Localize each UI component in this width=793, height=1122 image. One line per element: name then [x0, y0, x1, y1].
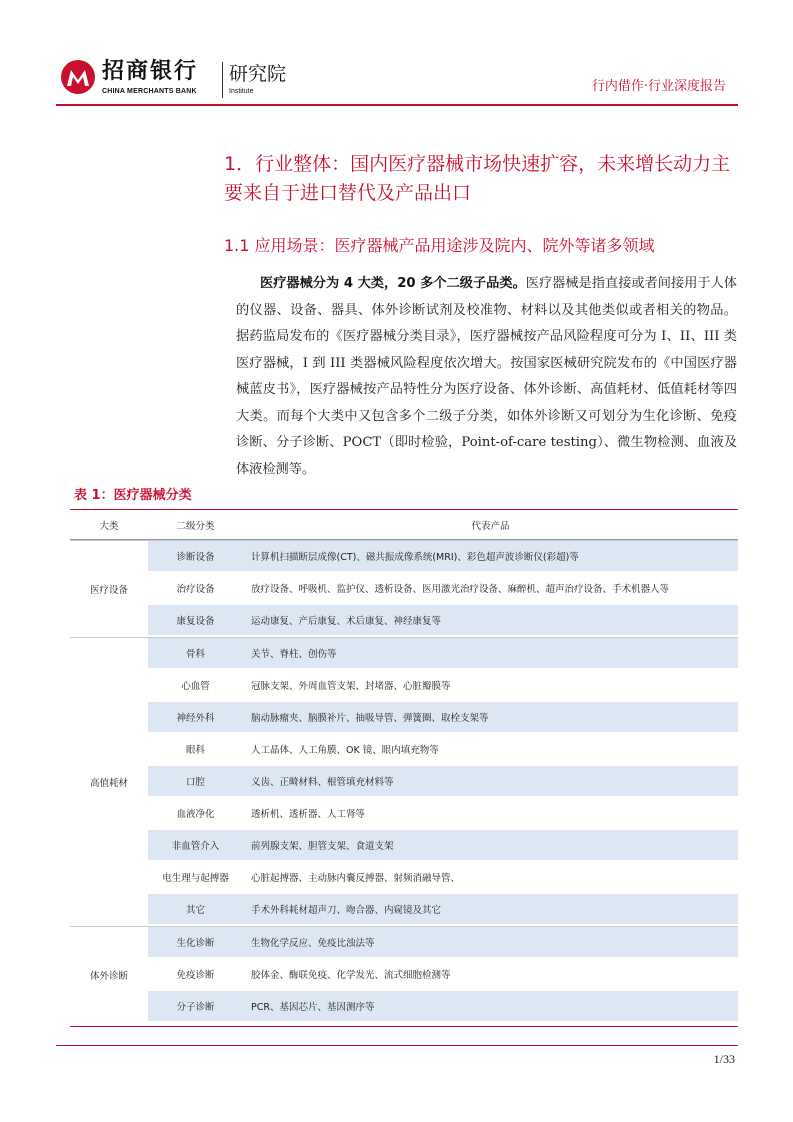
table-row — [148, 541, 738, 573]
table-group — [70, 926, 738, 1023]
products-cell: 手术外科耗材超声刀、吻合器、内窥镜及其它 — [251, 905, 442, 916]
table-body — [70, 540, 738, 1023]
table-row — [148, 798, 738, 830]
table-row — [148, 605, 738, 637]
subcategory-cell: 电生理与起搏器 — [162, 873, 229, 884]
subcategory-cell: 其它 — [185, 905, 205, 916]
products-cell: PCR、基因芯片、基因测序等 — [251, 1002, 375, 1013]
products-cell: 关节、脊柱、创伤等 — [251, 649, 337, 660]
table-group — [70, 540, 738, 637]
subcategory-cell: 骨科 — [185, 649, 205, 660]
table-row — [148, 573, 738, 605]
category-cell: 医疗设备 — [89, 585, 128, 596]
subcategory-cell: 神经外科 — [176, 713, 215, 724]
lead-sentence: 医疗器械分为 4 大类，20 多个二级子品类。 — [260, 276, 526, 291]
table-row — [148, 862, 738, 894]
page-number: 1/33 — [713, 1052, 735, 1066]
subcategory-cell: 心血管 — [181, 681, 210, 692]
logo-divider — [222, 62, 223, 98]
cmb-logo-icon — [60, 59, 96, 95]
classification-table — [70, 511, 738, 1023]
subcategory-cell: 眼科 — [185, 745, 205, 756]
table-row — [148, 766, 738, 798]
products-cell: 心脏起搏器、主动脉内囊反搏器、射频消融导管、 — [251, 873, 461, 884]
institute-name-en: Institute — [229, 88, 254, 95]
table-row — [148, 991, 738, 1023]
products-cell: 运动康复、产后康复、术后康复、神经康复等 — [251, 616, 442, 627]
subcategory-cell: 分子诊断 — [176, 1002, 215, 1013]
table-group — [70, 637, 738, 926]
header-category: 大类 — [99, 521, 119, 532]
subcategory-cell: 生化诊断 — [176, 938, 215, 949]
products-cell: 生物化学反应、免疫比浊法等 — [251, 938, 375, 949]
products-cell: 胶体金、酶联免疫、化学发光、流式细胞检测等 — [251, 970, 451, 981]
subsection-heading: 1.1 应用场景：医疗器械产品用途涉及院内、院外等诸多领域 — [224, 236, 655, 255]
category-cell: 高值耗材 — [89, 778, 128, 789]
body-paragraph — [236, 271, 737, 483]
subcategory-cell: 血液净化 — [176, 809, 215, 820]
table-row — [148, 830, 738, 862]
table-row — [148, 702, 738, 734]
table-row — [148, 959, 738, 991]
paragraph-text: 医疗器械是指直接或者间接用于人体的仪器、设备、器具、体外诊断试剂及校准物、材料以及其他类似或者相关的物品。据药监局发布的《医疗器械分类目录》，医疗器械按产品风险程度可分为 I、II、III 类医疗器械，I 到 III 类器械风险程度依次增大。按国家医械研究院发布的《中国医疗器械蓝皮书》，医疗器械按产品特性分为医疗设备、体外诊断、高值耗材、低值耗材等四大类。而每个大类中又包含多个二级子分类，如体外诊断又可划分为生化诊断、免疫诊断、分子诊断、POCT（即时检验，Point-of-care testing）、微生物检测、血液及体液检测等。 — [236, 276, 737, 477]
header-products: 代表产品 — [471, 521, 510, 532]
subcategory-cell: 诊断设备 — [176, 552, 215, 563]
table-header — [70, 511, 738, 540]
table-row — [148, 638, 738, 670]
subcategory-cell: 治疗设备 — [176, 584, 215, 595]
table-top-rule — [70, 509, 738, 510]
products-cell: 放疗设备、呼吸机、监护仪、透析设备、医用激光治疗设备、麻醉机、超声治疗设备、手术机器人等 — [251, 584, 670, 595]
bank-name-en: CHINA MERCHANTS BANK — [102, 88, 197, 95]
products-cell: 冠脉支架、外周血管支架、封堵器、心脏瓣膜等 — [251, 681, 451, 692]
subcategory-cell: 康复设备 — [176, 616, 215, 627]
products-cell: 脑动脉瘤夹、脑膜补片、抽吸导管、弹簧圈、取栓支架等 — [251, 713, 489, 724]
table-row — [148, 734, 738, 766]
table-title: 表 1：医疗器械分类 — [74, 488, 192, 503]
subcategory-cell: 口腔 — [185, 777, 205, 788]
page-header — [0, 0, 793, 110]
products-cell: 前列腺支架、胆管支架、食道支架 — [251, 841, 394, 852]
table-row — [148, 670, 738, 702]
products-cell: 人工晶体、人工角膜、OK 镜、眼内填充物等 — [251, 745, 439, 756]
section-heading: 1．行业整体：国内医疗器械市场快速扩容，未来增长动力主要来自于进口替代及产品出口 — [224, 153, 731, 204]
products-cell: 计算机扫描断层成像(CT)、磁共振成像系统(MRI)、彩色超声波诊断仪(彩超)等 — [251, 552, 579, 563]
institute-name: 研究院 — [229, 63, 287, 85]
products-cell: 义齿、正畸材料、根管填充材料等 — [251, 777, 394, 788]
subcategory-cell: 免疫诊断 — [176, 970, 215, 981]
report-type: 行内借作·行业深度报告 — [591, 79, 726, 94]
table-bottom-rule — [70, 1026, 738, 1027]
products-cell: 透析机、透析器、人工肾等 — [251, 809, 366, 820]
subcategory-cell: 非血管介入 — [171, 841, 220, 852]
table-row — [148, 927, 738, 959]
category-cell: 体外诊断 — [89, 971, 128, 982]
bank-name: 招商银行 — [102, 59, 199, 84]
header-subcategory: 二级分类 — [176, 521, 215, 532]
footer-rule — [56, 1045, 738, 1046]
header-rule — [56, 104, 738, 106]
table-row — [148, 894, 738, 926]
